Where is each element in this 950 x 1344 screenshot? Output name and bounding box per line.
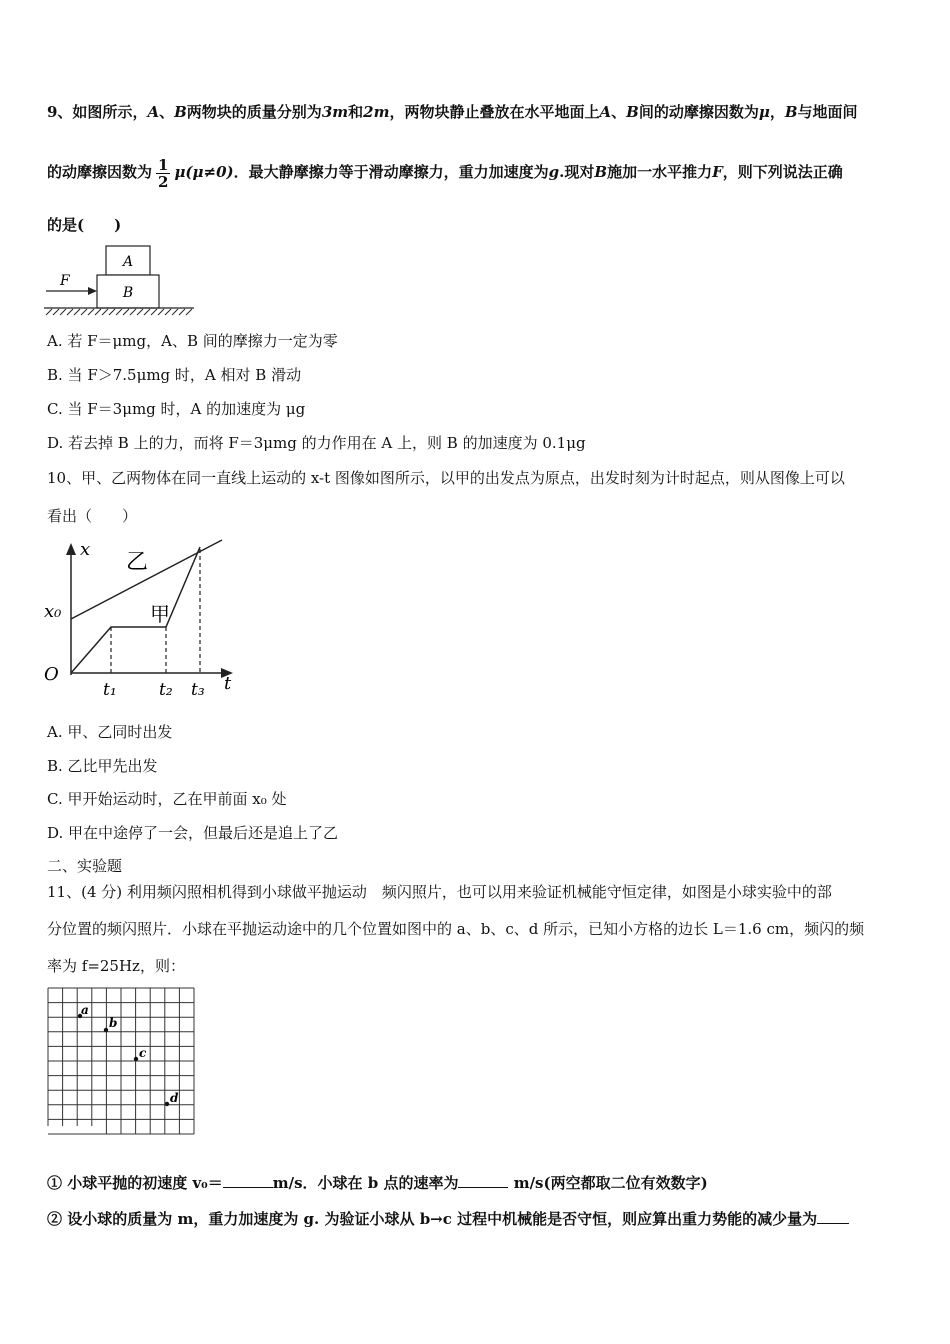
q9-text: ，则下列说法正确 xyxy=(722,163,843,181)
q10-option-d: D. 甲在中途停了一会，但最后还是追上了乙 xyxy=(47,824,339,842)
point-b xyxy=(104,1028,108,1032)
q9-text: ，两物块静止叠放在水平地面上 xyxy=(389,103,600,121)
origin-label: O xyxy=(44,664,59,685)
force-arrowhead xyxy=(88,287,97,295)
q11-sub1-text: ① 小球平抛的初速度 v₀＝ xyxy=(47,1174,223,1192)
x-axis-label: x xyxy=(80,539,91,560)
q9-text: 施加一水平推力 xyxy=(607,163,713,181)
q9-var: B xyxy=(594,163,608,181)
point-b-label: b xyxy=(109,1016,118,1030)
q9-text: ．最大静摩擦力等于滑动摩擦力，重力加速度为 xyxy=(233,163,549,181)
q9-text: 间的动摩擦因数为 xyxy=(638,103,759,121)
fraction xyxy=(156,157,170,190)
t-axis-label: t xyxy=(224,673,232,694)
point-a-label: a xyxy=(81,1003,89,1017)
x0-label: x₀ xyxy=(44,601,62,622)
q11-line-1: 11、(4 分) 利用频闪照相机得到小球做平抛运动 频闪照片，也可以用来验证机械能守恒定律，如图是小球实验中的部 xyxy=(47,883,832,901)
point-d xyxy=(165,1102,169,1106)
q11-line-2: 分位置的频闪照片．小球在平抛运动途中的几个位置如图中的 a、b、c、d 所示，已知小方格的边长 L＝1.6 cm，频闪的频 xyxy=(47,920,865,938)
force-label: F xyxy=(60,273,70,289)
yi-label: 乙 xyxy=(126,550,149,575)
grid-lines xyxy=(48,988,194,1134)
answer-blank-3[interactable] xyxy=(817,1209,849,1224)
point-c xyxy=(134,1057,138,1061)
q9-var: g xyxy=(548,163,560,181)
q11-sub1-text: m/s(两空都取二位有效数字) xyxy=(508,1174,708,1192)
flash-photo-grid xyxy=(46,986,198,1136)
section-heading: 二、实验题 xyxy=(47,857,123,875)
q9-var: A xyxy=(147,103,160,121)
q9-text: 、 xyxy=(611,103,627,121)
q9-var: 3m xyxy=(321,103,349,121)
x-axis-arrow xyxy=(66,543,76,555)
q9-line-3: 的是( ) xyxy=(47,216,122,234)
q11-line-3: 率为 f=25Hz，则： xyxy=(47,957,185,975)
q9-option-c: C. 当 F＝3μmg 时，A 的加速度为 μg xyxy=(47,400,306,418)
blocks-figure xyxy=(44,243,196,318)
q9-line-1: 9、如图所示，A、B两物块的质量分别为3m和2m，两物块静止叠放在水平地面上A、B间的动摩擦因数为μ，B与地面间 xyxy=(47,103,858,121)
xt-graph xyxy=(40,535,240,705)
q10-option-a: A. 甲、乙同时出发 xyxy=(47,723,173,741)
q9-text: 、 xyxy=(159,103,175,121)
q10-option-b: B. 乙比甲先出发 xyxy=(47,757,158,775)
frac-den: 2 xyxy=(158,172,169,191)
t1-label: t₁ xyxy=(103,680,117,700)
q9-text: 的动摩擦因数为 xyxy=(47,163,153,181)
q9-option-d: D. 若去掉 B 上的力，而将 F＝3μmg 的力作用在 A 上，则 B 的加速度为 0.1μg xyxy=(47,434,586,452)
q9-var: B xyxy=(784,103,798,121)
point-c-label: c xyxy=(139,1046,147,1060)
q9-text: 9、如图所示， xyxy=(47,103,148,121)
q9-var: A xyxy=(599,103,612,121)
t2-label: t₂ xyxy=(159,680,173,700)
q9-var: B xyxy=(174,103,187,121)
q10-option-c: C. 甲开始运动时，乙在甲前面 x₀ 处 xyxy=(47,790,287,808)
q9-var: F xyxy=(712,163,723,181)
q9-var: μ xyxy=(758,103,770,121)
t3-label: t₃ xyxy=(191,680,205,700)
q11-sub-1 xyxy=(47,1173,708,1193)
ground-hatch xyxy=(46,309,192,315)
block-b-label: B xyxy=(122,285,134,301)
q10-line-1: 10、甲、乙两物体在同一直线上运动的 x-t 图像如图所示，以甲的出发点为原点，出发时刻为计时起点，则从图像上可以 xyxy=(47,469,845,487)
q9-text: 和 xyxy=(348,103,364,121)
answer-blank-2[interactable] xyxy=(458,1173,508,1188)
q9-option-a: A. 若 F＝μmg，A、B 间的摩擦力一定为零 xyxy=(47,332,338,350)
q9-var: B xyxy=(626,103,639,121)
block-a-label: A xyxy=(122,254,134,270)
q9-var: 2m xyxy=(363,103,390,121)
q10-line-2: 看出（ ） xyxy=(47,507,138,525)
q9-option-b: B. 当 F＞7.5μmg 时，A 相对 B 滑动 xyxy=(47,366,302,384)
q9-text: 与地面间 xyxy=(797,103,858,121)
jia-label: 甲 xyxy=(150,602,170,626)
point-d-label: d xyxy=(170,1091,179,1105)
q9-text: .现对 xyxy=(559,163,595,181)
q9-text: 两物块的质量分别为 xyxy=(186,103,322,121)
frac-num: 1 xyxy=(158,155,169,174)
q11-sub-2 xyxy=(47,1209,849,1229)
q9-var: μ(μ≠0) xyxy=(174,163,234,181)
q11-sub1-text: m/s．小球在 b 点的速率为 xyxy=(272,1174,459,1192)
answer-blank-1[interactable] xyxy=(223,1173,273,1188)
grid-points xyxy=(78,1003,179,1106)
q11-sub2-text: ② 设小球的质量为 m，重力加速度为 g. 为验证小球从 b→c 过程中机械能是否守恒，则应算出重力势能的减少量为 xyxy=(47,1210,818,1228)
q9-line-2 xyxy=(47,152,843,192)
